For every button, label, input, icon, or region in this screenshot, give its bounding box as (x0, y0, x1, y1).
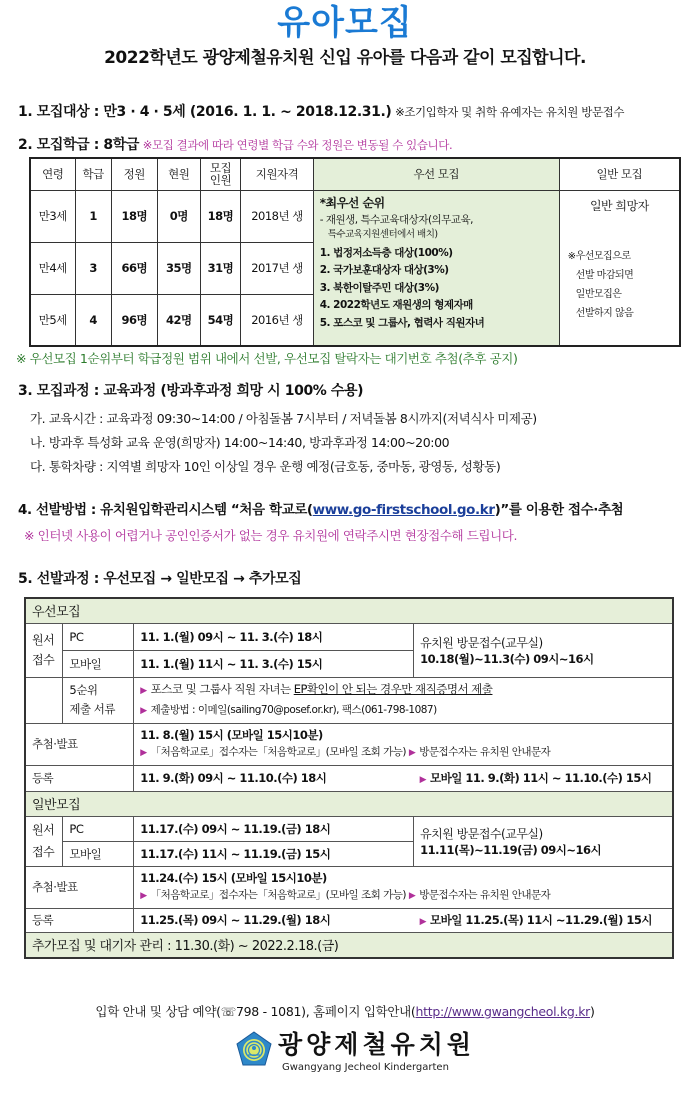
col-capacity: 정원 (111, 158, 157, 190)
cell-capacity: 66명 (111, 242, 157, 294)
general-criteria (559, 190, 680, 346)
priority-item: 2. 국가보훈대상자 대상(3%) (319, 264, 449, 276)
empty-cell (25, 677, 63, 723)
process-item-afterschool: 나. 방과후 특성화 교육 운영(희망자) 14:00~14:40, 방과후과정 14:00~20:00 (30, 435, 450, 450)
priority-item: 1. 법정저소득층 대상(100%) (319, 246, 453, 259)
draw-detail (134, 723, 673, 765)
mobile-date: 11. 1.(월) 11시 ~ 11. 3.(수) 15시 (134, 650, 414, 677)
cell-classes: 4 (75, 294, 111, 346)
pc-date: 11.17.(수) 09시 ~ 11.19.(금) 18시 (134, 816, 414, 841)
draw-date: 11. 8.(월) 15시 (모바일 15시10분) (140, 727, 323, 742)
cell-capacity: 96명 (111, 294, 157, 346)
visit-apply (414, 623, 673, 677)
reg-mobile (414, 908, 673, 932)
mobile-date: 11.17.(수) 11시 ~ 11.19.(금) 15시 (134, 841, 414, 866)
general-note-line: 일반모집은 (575, 288, 622, 300)
draw-detail (134, 866, 673, 908)
reg-mobile-text: 모바일 11.25.(목) 11시 ~11.29.(월) 15시 (430, 913, 652, 927)
priority-top-sub1: - 재원생, 특수교육대상자(의무교육, (319, 213, 473, 226)
cell-recruit: 31명 (200, 242, 241, 294)
visit-date: 11.11(목)~11.19(금) 09시~16시 (420, 842, 602, 857)
cell-recruit: 54명 (200, 294, 241, 346)
draw-notes (140, 744, 666, 762)
cell-eligibility: 2017년 생 (241, 242, 313, 294)
priority-criteria (313, 190, 559, 346)
apply-label-line1: 원서 (32, 823, 55, 837)
draw-label: 추첨·발표 (25, 723, 134, 765)
cell-current: 0명 (157, 190, 200, 242)
general-note-line: 선발 마감되면 (575, 269, 634, 281)
table-row (30, 190, 680, 242)
priority-section-header: 우선모집 (25, 598, 673, 623)
section-recruit-target (18, 103, 624, 122)
priority-item: 5. 포스코 및 그룹사, 협력사 직원자녀 (319, 316, 485, 329)
draw-note1: 「처음학교로」접수자는「처음학교로」(모바일 조회 가능) (150, 745, 406, 758)
arrow-icon: ▶ (140, 705, 147, 716)
reg-date: 11.25.(목) 09시 ~ 11.29.(월) 18시 (134, 908, 414, 932)
selection-method-note: ※ 인터넷 사용이 어렵거나 공인인증서가 없는 경우 유치원에 연락주시면 현장접수해 드립니다. (24, 528, 518, 543)
cell-current: 35명 (157, 242, 200, 294)
draw-notes (140, 887, 666, 905)
contact-info (0, 1002, 690, 1020)
cell-eligibility: 2018년 생 (241, 190, 313, 242)
additional-recruit: 추가모집 및 대기자 관리 : 11.30.(화) ~ 2022.2.18.(금) (25, 932, 673, 958)
apply-label (25, 816, 63, 866)
general-section-header: 일반모집 (25, 791, 673, 816)
contact-suffix: ) (589, 1004, 595, 1019)
section-process-label: 3. 모집과정 : 교육과정 (방과후과정 희망 시 100% 수용) (18, 383, 364, 399)
section-selection-method (18, 501, 623, 519)
recruit-classes-label: 2. 모집학급 : 8학급 (18, 137, 139, 153)
docs-label-line2: 제출 서류 (69, 702, 116, 716)
col-general: 일반 모집 (559, 158, 680, 190)
mobile-label: 모바일 (63, 841, 134, 866)
col-recruit-line1: 모집 (209, 161, 232, 176)
homepage-link[interactable]: http://www.gwangcheol.kg.kr (415, 1004, 590, 1019)
visit-date: 10.18(월)~11.3(수) 09시~16시 (420, 651, 594, 666)
mobile-label: 모바일 (63, 650, 134, 677)
recruit-target-note: ※조기입학자 및 취학 유예자는 유치원 방문접수 (395, 105, 625, 119)
priority-top-title: *최우선 순위 (319, 195, 385, 210)
docs-line1-pre: 포스코 및 그룹사 직원 자녀는 (150, 681, 294, 696)
class-table (29, 157, 681, 347)
col-recruit-line2: 인원 (209, 173, 232, 188)
arrow-icon: ▶ (419, 775, 427, 785)
draw-date: 11.24.(수) 15시 (모바일 15시10분) (140, 870, 327, 885)
cell-age: 만3세 (30, 190, 75, 242)
priority-item: 4. 2022학년도 재원생의 형제자매 (319, 299, 473, 311)
col-priority: 우선 모집 (313, 158, 559, 190)
cell-capacity: 18명 (111, 190, 157, 242)
class-table-header (30, 158, 680, 190)
col-recruit (200, 158, 241, 190)
firstschool-link[interactable]: www.go-firstschool.go.kr (312, 502, 495, 518)
docs-line2-text: 제출방법 : 이메일(sailing70@posef.or.kr), 팩스(061-798-1087) (150, 703, 437, 716)
section-selection-process: 5. 선발과정 : 우선모집 → 일반모집 → 추가모집 (18, 571, 302, 587)
reg-date: 11. 9.(화) 09시 ~ 11.10.(수) 18시 (134, 765, 414, 791)
arrow-icon: ▶ (140, 747, 147, 758)
col-eligibility: 지원자격 (241, 158, 313, 190)
docs-label-line1: 5순위 (69, 683, 98, 697)
section-recruit-classes (18, 136, 452, 155)
arrow-icon: ▶ (140, 890, 147, 901)
visit-title: 유치원 방문접수(교무실) (420, 635, 543, 650)
cell-eligibility: 2016년 생 (241, 294, 313, 346)
cell-classes: 3 (75, 242, 111, 294)
arrow-icon: ▶ (419, 917, 427, 927)
process-item-bus: 다. 통학차량 : 지역별 희망자 10인 이상일 경우 운행 예정(금호동, 중마동, 광영동, 성황동) (30, 459, 501, 474)
pc-label: PC (63, 816, 134, 841)
general-note (564, 247, 675, 323)
apply-label-line2: 접수 (32, 652, 55, 667)
visit-apply (414, 816, 673, 866)
school-name: 광양제철유치원 (278, 1030, 476, 1059)
page-title: 유아모집 (277, 3, 413, 43)
col-current: 현원 (157, 158, 200, 190)
apply-label (25, 623, 63, 677)
selection-method-suffix: )”를 이용한 접수·추첨 (494, 502, 624, 518)
draw-label: 추첨·발표 (25, 866, 134, 908)
priority-item: 3. 북한이탈주민 대상(3%) (319, 281, 439, 294)
school-emblem-icon (234, 1030, 274, 1070)
cell-age: 만4세 (30, 242, 75, 294)
docs-line2 (140, 701, 666, 721)
col-classes: 학급 (75, 158, 111, 190)
draw-note1: 「처음학교로」접수자는「처음학교로」(모바일 조회 가능) (150, 888, 406, 901)
schedule-table (24, 597, 674, 959)
priority-footnote: ※ 우선모집 1순위부터 학급정원 범위 내에서 선발, 우선모집 탈락자는 대기번호 추첨(추후 공지) (16, 351, 518, 366)
reg-mobile-text: 모바일 11. 9.(화) 11시 ~ 11.10.(수) 15시 (430, 771, 652, 785)
recruit-classes-note: ※모집 결과에 따라 연령별 학급 수와 정원은 변동될 수 있습니다. (142, 138, 453, 152)
pc-label: PC (63, 623, 134, 650)
col-age: 연령 (30, 158, 75, 190)
reg-mobile (414, 765, 673, 791)
apply-label-line2: 접수 (32, 845, 55, 859)
apply-label-line1: 원서 (32, 632, 55, 647)
cell-current: 42명 (157, 294, 200, 346)
arrow-icon: ▶ (140, 685, 147, 696)
docs-line1 (140, 680, 666, 701)
pc-date: 11. 1.(월) 09시 ~ 11. 3.(수) 18시 (134, 623, 414, 650)
docs-line1-underline: EP확인이 안 되는 경우만 재직증명서 제출 (293, 681, 493, 696)
arrow-icon: ▶ (408, 747, 416, 758)
selection-method-prefix: 4. 선발방법 : 유치원입학관리시스템 “처음 학교로( (18, 502, 313, 518)
recruit-target-label: 1. 모집대상 : 만3 · 4 · 5세 (2016. 1. 1. ~ 2018.12.31.) (18, 104, 392, 120)
arrow-icon: ▶ (408, 890, 416, 901)
general-note-line: ※우선모집으로 (567, 250, 631, 262)
reg-label: 등록 (25, 908, 134, 932)
visit-title: 유치원 방문접수(교무실) (420, 826, 543, 841)
contact-prefix: 입학 안내 및 상담 예약(☏798 - 1081), 홈페이지 입학안내( (95, 1004, 416, 1019)
priority-top-sub2: 특수교육지원센터에서 배치) (327, 228, 438, 240)
page-subtitle: 2022학년도 광양제철유치원 신입 유아를 다음과 같이 모집합니다. (104, 48, 586, 68)
docs-detail (134, 677, 673, 723)
general-note-line: 선발하지 않음 (575, 307, 634, 319)
cell-classes: 1 (75, 190, 111, 242)
general-title: 일반 희망자 (589, 198, 649, 213)
cell-recruit: 18명 (200, 190, 241, 242)
draw-note2: 방문접수자는 유치원 안내문자 (419, 888, 551, 901)
draw-note2: 방문접수자는 유치원 안내문자 (419, 745, 551, 758)
reg-label: 등록 (25, 765, 134, 791)
process-item-hours: 가. 교육시간 : 교육과정 09:30~14:00 / 아침돌봄 7시부터 / 저녁돌봄 8시까지(저녁식사 미제공) (30, 411, 537, 426)
school-name-en: Gwangyang Jecheol Kindergarten (282, 1062, 449, 1073)
cell-age: 만5세 (30, 294, 75, 346)
docs-label (63, 677, 134, 723)
